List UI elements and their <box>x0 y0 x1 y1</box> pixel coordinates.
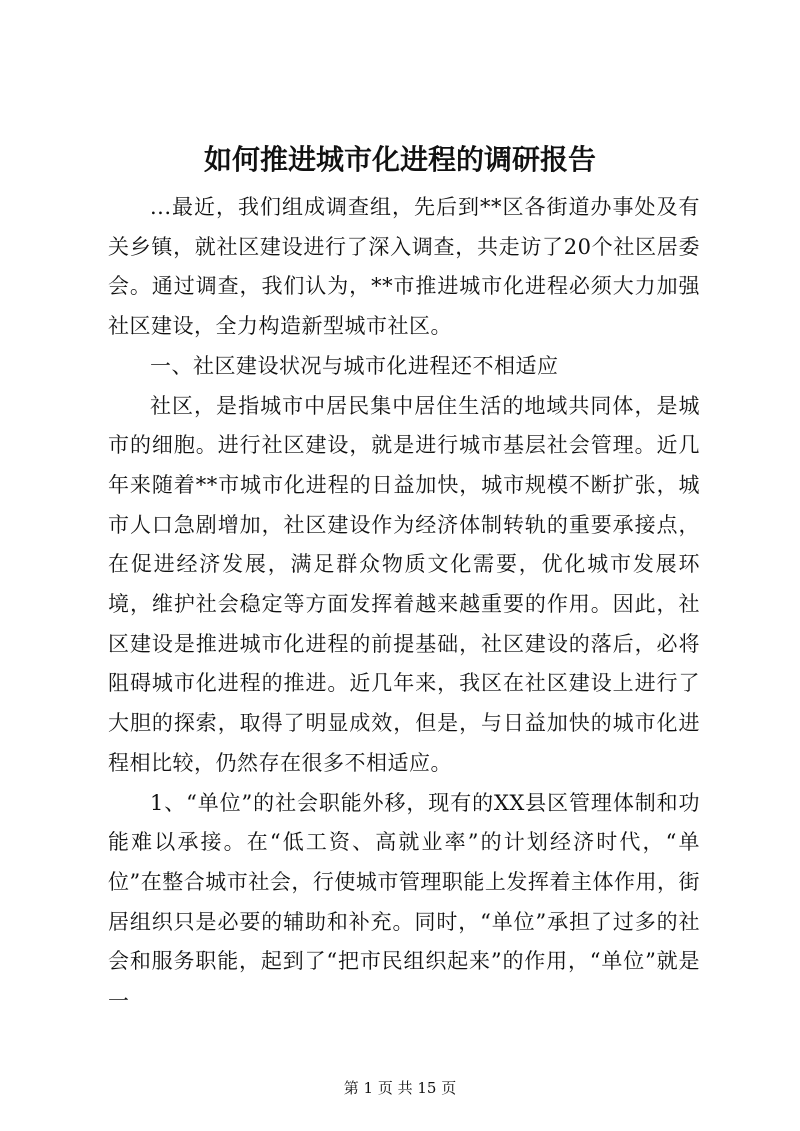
page-number-footer: 第 1 页 共 15 页 <box>343 1079 457 1097</box>
paragraph-intro: ...最近，我们组成调查组，先后到**区各街道办事处及有关乡镇，就社区建设进行了深入调查，共走访了20个社区居委会。通过调查，我们认为，**市推进城市化进程必须大力加强社区建设，全力构造新型城市社区。 <box>108 195 700 339</box>
document-body <box>108 188 700 1022</box>
document-title: 如何推进城市化进程的调研报告 <box>203 143 596 176</box>
paragraph-point-1: 1、“单位”的社会职能外移，现有的XX县区管理体制和功能难以承接。在“低工资、高就业率”的计划经济时代，“单位”在整合城市社会，行使城市管理职能上发挥着主体作用，街居组织只是必要的辅助和补充。同时，“单位”承担了过多的社会和服务职能，起到了“把市民组织起来”的作用，“单位”就是一 <box>108 790 700 1014</box>
section-heading-1: 一、社区建设状况与城市化进程还不相适应 <box>150 353 559 378</box>
paragraph-community-definition: 社区，是指城市中居民集中居住生活的地域共同体，是城市的细胞。进行社区建设，就是进行城市基层社会管理。近几年来随着**市城市化进程的日益加快，城市规模不断扩张，城市人口急剧增加，社区建设作为经济体制转轨的重要承接点，在促进经济发展，满足群众物质文化需要，优化城市发展环境，维护社会稳定等方面发挥着越来越重要的作用。因此，社区建设是推进城市化进程的前提基础，社区建设的落后，必将阻碍城市化进程的推进。近几年来，我区在社区建设上进行了大胆的探索，取得了明显成效，但是，与日益加快的城市化进程相比较，仍然存在很多不相适应。 <box>108 393 700 775</box>
